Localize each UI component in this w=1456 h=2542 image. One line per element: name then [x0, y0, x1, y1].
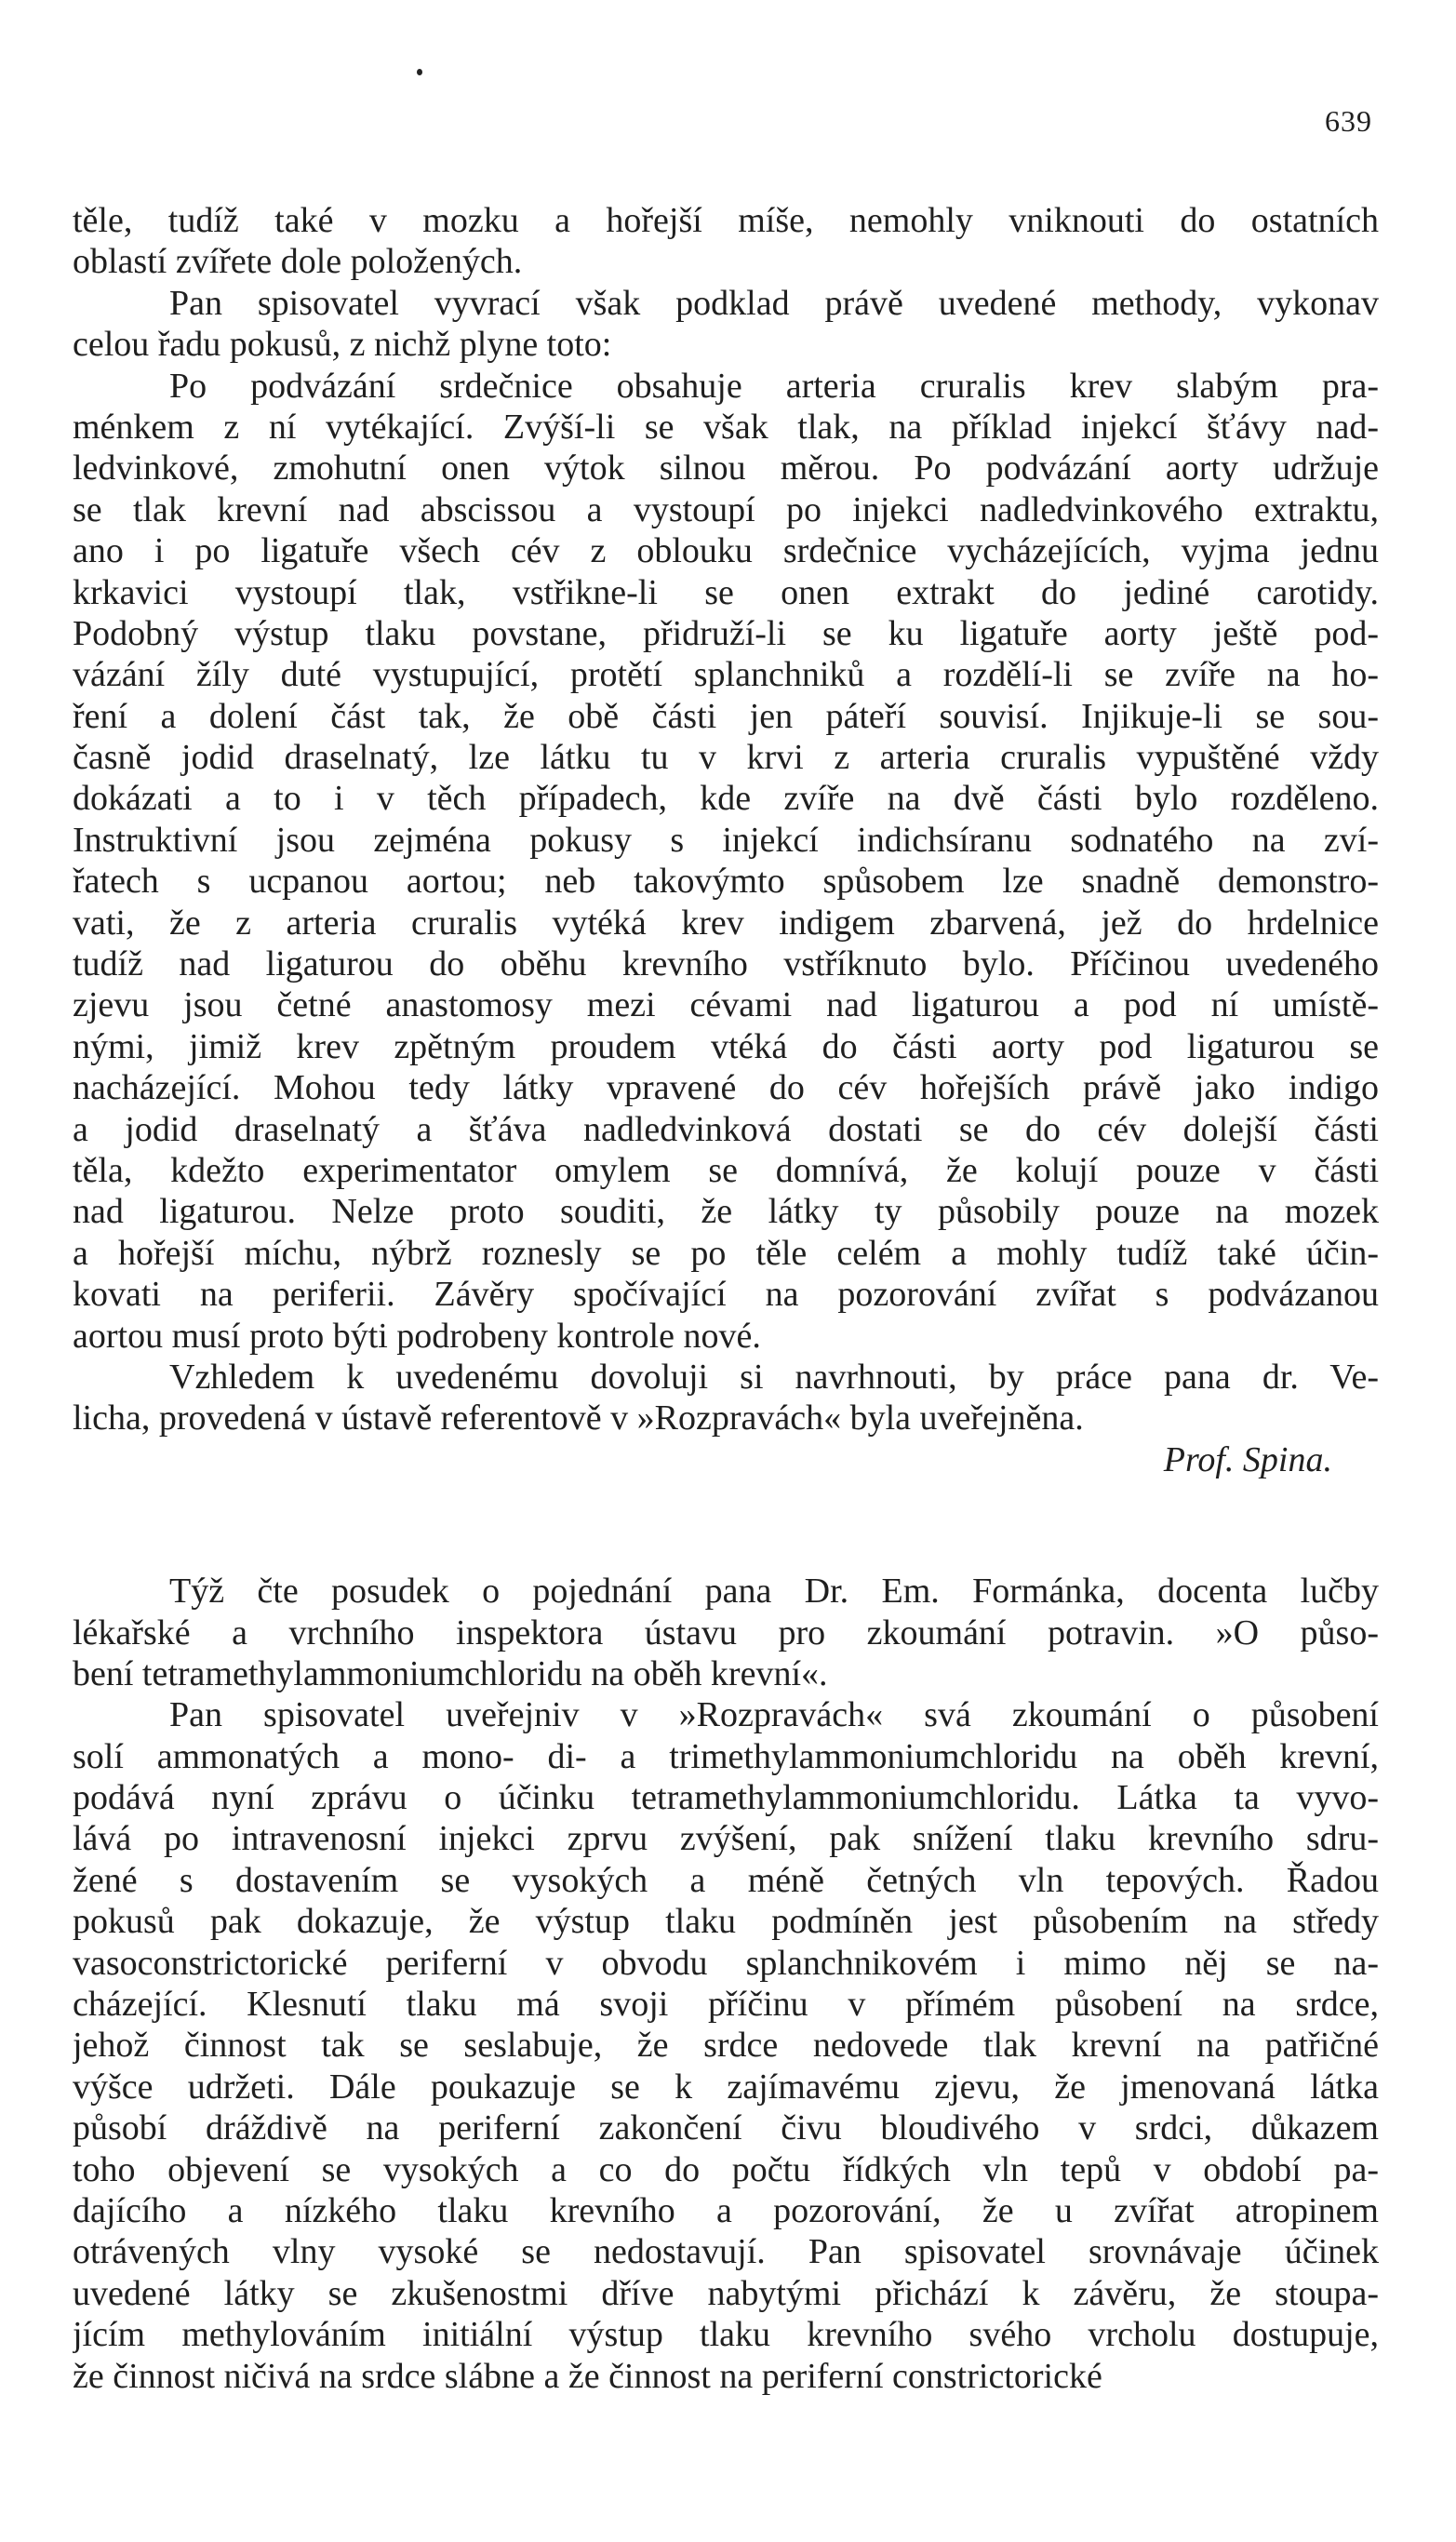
text-line: zjevu jsou četné anastomosy mezi cévami nad ligaturou a pod ní umístě- — [73, 985, 1379, 1025]
review-section-1 — [73, 200, 1379, 1439]
review-section-2 — [73, 1571, 1379, 2397]
text-line: lékařské a vrchního inspektora ústavu pro zkoumání potravin. »O půso- — [73, 1612, 1379, 1652]
text-line: nými, jimiž krev zpětným proudem vtéká do části aorty pod ligaturou se — [73, 1026, 1379, 1066]
text-line: tudíž nad ligaturou do oběhu krevního vstříknuto bylo. Příčinou uvedeného — [73, 944, 1379, 984]
text-line: lává po intravenosní injekci zprvu zvýšení, pak snížení tlaku krevního sdru- — [73, 1819, 1379, 1859]
text-line: ledvinkové, zmohutní onen výtok silnou měrou. Po podvázání aorty udržuje — [73, 448, 1379, 488]
text-line: Po podvázání srdečnice obsahuje arteria cruralis krev slabým pra- — [169, 366, 1379, 406]
text-line: a hořejší míchu, nýbrž roznesly se po těle celém a mohly tudíž také účin- — [73, 1233, 1379, 1273]
text-line: vázání žíly duté vystupující, protětí splanchniků a rozdělí-li se zvíře na ho- — [73, 655, 1379, 695]
text-line: Vzhledem k uvedenému dovoluji si navrhnouti, by práce pana dr. Ve- — [169, 1357, 1379, 1397]
text-line: že činnost ničivá na srdce slábne a že činnost na periferní constrictorické — [73, 2356, 1102, 2396]
text-line: otrávených vlny vysoké se nedostavují. Pan spisovatel srovnávaje účinek — [73, 2232, 1379, 2272]
text-line: oblastí zvířete dole položených. — [73, 242, 523, 282]
text-line: podává nyní zprávu o účinku tetramethylammoniumchloridu. Látka ta vyvo- — [73, 1778, 1379, 1818]
paragraph — [73, 200, 1379, 283]
text-line: krkavici vystoupí tlak, vstřikne-li se onen extrakt do jediné carotidy. — [73, 572, 1379, 612]
text-line: dajícího a nízkého tlaku krevního a pozorování, že u zvířat atropinem — [73, 2190, 1379, 2230]
text-line: celou řadu pokusů, z nichž plyne toto: — [73, 325, 612, 365]
signature: Prof. Spina. — [1163, 1439, 1332, 1479]
text-line: Pan spisovatel uveřejniv v »Rozpravách« svá zkoumání o působení — [169, 1695, 1379, 1735]
text-line: a jodid draselnatý a šťáva nadledvinková dostati se do cév dolejší části — [73, 1109, 1379, 1149]
text-line: Týž čte posudek o pojednání pana Dr. Em. Formánka, docenta lučby — [169, 1572, 1379, 1612]
text-line: Podobný výstup tlaku povstane, přidruží-li se ku ligatuře aorty ještě pod- — [73, 613, 1379, 653]
section-gap — [73, 1480, 1379, 1571]
text-line: ano i po ligatuře všech cév z oblouku srdečnice vycházejících, vyjma jednu — [73, 531, 1379, 571]
ink-speck — [417, 69, 422, 75]
page-number: 639 — [1325, 104, 1372, 138]
text-line: uvedené látky se zkušenostmi dříve nabytými přichází k závěru, že stoupa- — [73, 2273, 1379, 2313]
text-line: bení tetramethylammoniumchloridu na oběh krevní«. — [73, 1653, 828, 1693]
paragraph — [73, 1694, 1379, 2397]
text-line: nacházející. Mohou tedy látky vpravené do cév hořejších právě jako indigo — [73, 1068, 1379, 1108]
text-line: toho objevení se vysokých a co do počtu řídkých vln tepů v období pa- — [73, 2149, 1379, 2189]
text-line: vasoconstrictorické periferní v obvodu splanchnikovém i mimo něj se na- — [73, 1943, 1379, 1983]
text-line: Pan spisovatel vyvrací však podklad právě uvedené methody, vykonav — [169, 283, 1379, 323]
text-line: se tlak krevní nad abscissou a vystoupí po injekci nadledvinkového extraktu, — [73, 489, 1379, 529]
text-line: solí ammonatých a mono- di- a trimethylammoniumchloridu na oběh krevní, — [73, 1736, 1379, 1776]
text-line: dokázati a to i v těch případech, kde zvíře na dvě části bylo rozděleno. — [73, 779, 1379, 819]
text-line: časně jodid draselnatý, lze látku tu v krvi z arteria cruralis vypuštěné vždy — [73, 738, 1379, 778]
text-line: jehož činnost tak se seslabuje, že srdce nedovede tlak krevní na patřičné — [73, 2026, 1379, 2066]
page-text — [73, 200, 1379, 2397]
paragraph — [73, 283, 1379, 366]
paragraph — [73, 1571, 1379, 1694]
text-line: žené s dostavením se vysokých a méně četných vln tepových. Řadou — [73, 1860, 1379, 1900]
text-line: ménkem z ní vytékající. Zvýší-li se však tlak, na příklad injekcí šťávy nad- — [73, 407, 1379, 447]
text-line: kovati na periferii. Závěry spočívající na pozorování zvířat s podvázanou — [73, 1275, 1379, 1315]
text-line: výšce udržeti. Dále poukazuje se k zajímavému zjevu, že jmenovaná látka — [73, 2067, 1379, 2107]
text-line: vati, že z arteria cruralis vytéká krev indigem zbarvená, jež do hrdelnice — [73, 903, 1379, 943]
text-line: pokusů pak dokazuje, že výstup tlaku podmíněn jest působením na středy — [73, 1902, 1379, 1942]
text-line: licha, provedená v ústavě referentově v »Rozpravách« byla uveřejněna. — [73, 1398, 1084, 1438]
text-line: jícím methylováním initiální výstup tlaku krevního svého vrcholu dostupuje, — [73, 2315, 1379, 2355]
text-line: těla, kdežto experimentator omylem se domnívá, že kolují pouze v části — [73, 1150, 1379, 1190]
text-line: těle, tudíž také v mozku a hořejší míše, nemohly vniknouti do ostatních — [73, 201, 1379, 240]
paragraph — [73, 366, 1379, 1357]
text-line: aortou musí proto býti podrobeny kontrole nové. — [73, 1316, 761, 1356]
text-line: Instruktivní jsou zejména pokusy s injekcí indichsíranu sodnatého na zví- — [73, 820, 1379, 860]
text-line: působí dráždivě na periferní zakončení čivu bloudivého v srdci, důkazem — [73, 2108, 1379, 2148]
text-line: nad ligaturou. Nelze proto souditi, že látky ty působily pouze na mozek — [73, 1192, 1379, 1232]
text-line: řatech s ucpanou aortou; neb takovýmto spůsobem lze snadně demonstro- — [73, 862, 1379, 902]
paragraph — [73, 1357, 1379, 1439]
text-line: cházející. Klesnutí tlaku má svoji příčinu v přímém působení na srdce, — [73, 1985, 1379, 2025]
text-line: ření a dolení část tak, že obě části jen páteří souvisí. Injikuje-li se sou- — [73, 696, 1379, 736]
